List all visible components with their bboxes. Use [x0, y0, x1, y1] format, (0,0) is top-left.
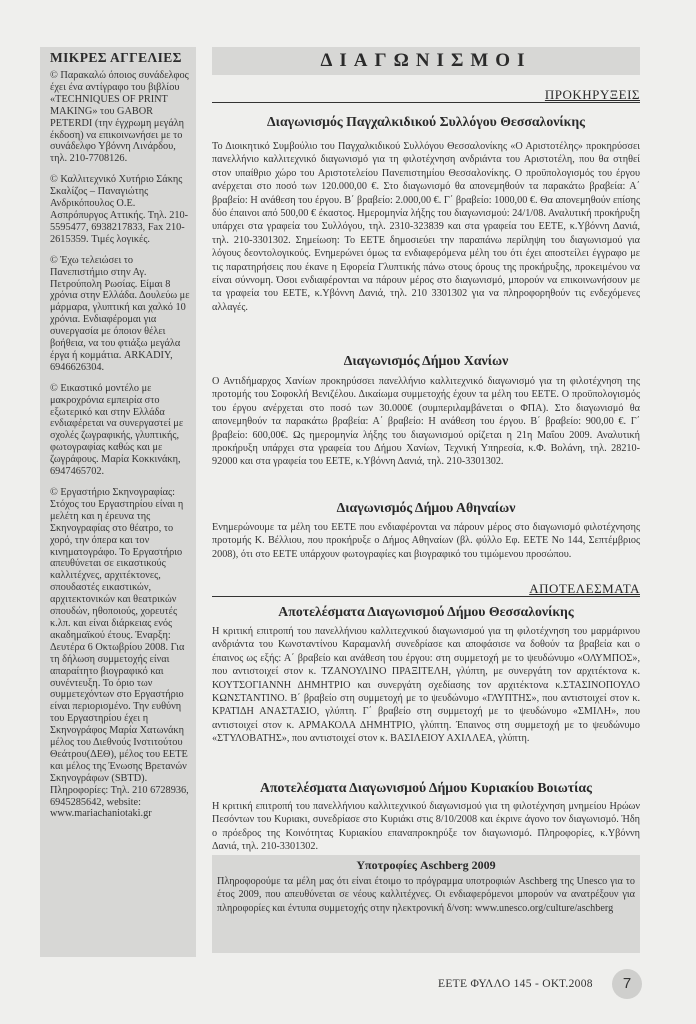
article-title-wrap: [212, 352, 640, 369]
article-body-wrap: [212, 375, 640, 469]
article-body-wrap: [212, 625, 640, 746]
footer: [438, 971, 648, 997]
article-body: Η κριτική επιτροπή του πανελλήνιου καλλιτεχνικού διαγωνισμού για τη φιλοτέχνηση μνημείου Ηρώων Πεσόντων του Κυριακι, συνεδρίασε στο Κυριάκι στις 8/10/2008 και έκρινε άγονο τον διαγωνισμό. Ήδη ο πρόεδρος της Κοινότητας Κυριακίου επαναπροκηρύξε τον διαγωνισμό. Πληροφορίες, κ.Υβόννη Δανιά, τηλ. 210-3301302.: [212, 801, 640, 853]
article-body-wrap: [212, 140, 640, 314]
article-title: Αποτελέσματα Διαγωνισμού Δήμου Θεσσαλονίκης: [278, 604, 574, 619]
competitions-column: [212, 47, 640, 914]
classifieds-sidebar: [40, 47, 196, 957]
article-body: Ο Αντιδήμαρχος Χανίων προκηρύσσει πανελλήνιο καλλιτεχνικό διαγωνισμό για τη φιλοτέχνηση της προτομής του Σοφοκλή Βενιζέλου. Δικαίωμα συμμετοχής έχουν τα μέλη του ΕΕΤΕ. Ο προϋπολογισμός του έργου ανέρχεται στο ποσό των 30.000€ (συμπεριλαμβάνεται ο ΦΠΑ). Στο διαγωνισμό θα απονεμηθούν τα παρακάτω βραβεία: Α΄ βραβείο: Η ανάθεση του έργου. Β΄ βραβείο: 900,00 €. Γ΄ βραβείο: 600,00€. Ως ημερομηνία λήξης του διαγωνισμού ορίζεται η 21η Μαΐου 2009. Αναλυτική προκήρυξη υπάρχει στα γραφεία του Δήμου Χανίων, Τεχνική Υπηρεσία, κ.Φ. Βολάνη, τηλ. 28210-92000 και στα γραφεία του ΕΕΤΕ, κ.Υβόννη Δανιά, τηλ. 210-3301302.: [212, 376, 640, 468]
announcements-heading-label: ΠΡΟΚΗΡΥΞΕΙΣ: [212, 87, 640, 103]
announcements-heading: [212, 87, 640, 103]
page-number: 7: [612, 969, 642, 999]
article-title-wrap: [212, 603, 640, 620]
results-heading-label: ΑΠΟΤΕΛΕΣΜΑΤΑ: [212, 581, 640, 597]
classified-ad: © Έχω τελειώσει το Πανεπιστήμιο στην Αγ. Πετρούπολη Ρωσίας. Είμαι 8 χρόνια στην Ελλάδα. Δουλεύω με μάρμαρα, γλυπτική και χαλκό 10 χρόνια. Ενδιαφέρομαι για συνεργασία με όποιον θέλει βοήθεια, να του φτιάξω μεγάλα έργα ή κομμάτια. ARKADIY, 6946626304.: [50, 254, 190, 373]
classifieds-heading: ΜΙΚΡΕΣ ΑΓΓΕΛΙΕΣ: [50, 50, 182, 65]
article-body-wrap: [212, 521, 640, 561]
aschberg-title: Υποτροφίες Aschberg 2009: [356, 858, 496, 872]
results-heading: [212, 581, 640, 597]
article-title-wrap: [212, 113, 640, 130]
aschberg-box: [212, 855, 640, 953]
article-title: Διαγωνισμός Δήμου Αθηναίων: [336, 500, 516, 515]
article-body: Η κριτική επιτροπή του πανελλήνιου καλλιτεχνικού διαγωνισμού για τη φιλοτέχνηση του μαρμάρινου ανδριάντα του Κωνσταντίνου Καραμανλή συνεδρίασε και αποφάσισε να δοθούν τα βραβεία και ο έπαινος ως εξής: Α΄ βραβείο και ανάθεση του έργου: στη συμμετοχή με το ψευδώνυμο «ΟΛΥΜΠΟΣ», που αντιστοιχεί στον κ. ΤΖΑΝΟΥΛΙΝΟ ΠΡΑΞΙΤΕΛΗ, γλύπτη, με συνεργάτη τον αρχιτέκτονα κ. ΚΟΥΤΣΟΓΙΑΝΝΗ ΔΗΜΗΤΡΙΟ και συνεργάτη σχεδίασης τον αρχιτέκτονα κ.ΣΤΑΣΙΝΟΠΟΥΛΟ ΚΩΝΣΤΑΝΤΙΝΟ. Β΄ βραβείο στη συμμετοχή με το ψευδώνυμο «ΓΛΥΠΤΗΣ», που αντιστοιχεί στον κ. ΚΡΑΤΙΔΗ ΑΝΑΣΤΑΣΙΟ, γλύπτη. Γ΄ βραβείο στη συμμετοχή με το ψευδώνυμο «ΣΜΙΛΗ», που αντιστοιχεί στον κ. ΑΡΜΑΚΟΛΑ ΔΗΜΗΤΡΙΟ, γλύπτη. Έπαινος στη συμμετοχή με το ψευδώνυμο «ΣΤΥΛΟΒΑΤΗΣ», που αντιστοιχεί στον κ. ΒΑΣΙΛΕΙΟΥ ΑΧΙΛΛΕΑ, γλύπτη.: [212, 626, 640, 745]
classified-ad: © Εικαστικό μοντέλο με μακροχρόνια εμπειρία στο εξωτερικό και στην Ελλάδα ενδιαφέρεται να συνεργαστεί με σχολές ζωγραφικής, γλυπτικής, φωτογραφίας καθώς και με ζωγράφους. Μαρία Κοκκινάκη, 6947465702.: [50, 382, 184, 478]
article-title: Διαγωνισμός Παγχαλκιδικού Συλλόγου Θεσσαλονίκης: [267, 114, 585, 129]
article-title-wrap: [212, 779, 640, 796]
classified-ad: © Καλλιτεχνικό Χυτήριο Σάκης Σκαλίζος – Παναγιώτης Ανδρικόπουλος Ο.Ε. Ασπρόπυργος Αττικής. Τηλ. 210-5595477, 6938217833, Fax 210-2615359. Τιμές λογικές.: [50, 174, 189, 245]
article-body-wrap: [212, 800, 640, 854]
article-title: Αποτελέσματα Διαγωνισμού Δήμου Κυριακίου Βοιωτίας: [260, 780, 592, 795]
classified-ad: © Εργαστήριο Σκηνογραφίας: Στόχος του Εργαστηρίου είναι η μελέτη και η έρευνα της Σκηνογραφίας στο θέατρο, το χορό, την όπερα και τον κινηματογράφο. Το Εργαστήριο απευθύνεται σε εικαστικούς καλλιτέχνες, αρχιτέκτονες, σπουδαστές εικαστικών, αρχιτεκτονικών και θεατρικών σπουδών, ηθοποιούς, χορευτές κ.λπ. και είναι διάρκειας ενός ακαδημαϊκού έτους. Έναρξη: Δευτέρα 6 Οκτωβρίου 2008. Για τη δήλωση συμμετοχής είναι απαραίτητο βιογραφικό και συνέντευξη. Το όριο των συμμετεχόντων στο Εργαστήριο είναι περιορισμένο. Την ευθύνη του Εργαστηρίου έχει η Σκηνογράφος Μαρία Χατωνάκη μέλος του Διεθνούς Ινστιτούτου Θεάτρου(ΔΕΘ), μέλος του ΕΕΤΕ και μέλος της Ένωσης Βρετανών Σκηνογράφων (SBTD). Πληροφορίες: Τηλ. 210 6728936, 6945285642, website: www.mariachaniotaki.gr: [50, 487, 189, 820]
article-title: Διαγωνισμός Δήμου Χανίων: [343, 353, 509, 368]
classified-ad: © Παρακαλώ όποιος συνάδελφος έχει ένα αντίγραφο του βιβλίου «TECHNIQUES OF PRINT MAKING» του GABOR PETERDI (την έγχρωμη μεγάλη έκδοση) να επικοινωνήσει με το συνάδελφο Υβόννη Λινάρδου, τηλ. 210-7708126.: [50, 70, 189, 165]
article-body: Το Διοικητικό Συμβούλιο του Παγχαλκιδικού Συλλόγου Θεσσαλονίκης «Ο Αριστοτέλης» προκηρύσσει πανελλήνιο καλλιτεχνικό διαγωνισμό για τη φιλοτέχνηση ανδριάντα του Αριστοτέλη, που θα στηθεί στον υπαίθριο χώρο του Αριστοτελείου Πανεπιστημίου Θεσσαλονίκης. Ο προϋπολογισμός του έργου ανέρχεται στο ποσό των 120.000,00 €. Στο διαγωνισμό θα απονεμηθούν τα παρακάτω βραβεία: Α΄ βραβείο: Η ανάθεση του έργου. Β΄ βραβείο: 2.000,00 €. Γ΄ βραβείο: 1000,00 €. Θα απονεμηθούν επίσης δύο έπαινοι από 500,00 € έκαστος. Ημερομηνία λήξης του διαγωνισμού: 24/1/08. Αναλυτική προκήρυξη υπάρχει στα γραφεία του Συλλόγου, τηλ. 2310-323839 και στα γραφεία του ΕΕΤΕ, κ.Υβόννη Δανιά, τηλ. 210-3301302. Σημείωση: Το ΕΕΤΕ δημοσιεύει την παραπάνω περίληψη του διαγωνισμού για λόγους δεοντολογικούς. Ενημερώνει όμως τα ενδιαφερόμενα μέλη του ότι έχει αποστείλει έγγραφο με τις παρατηρήσεις που έκανε η Εφορεία Γλυπτικής πάνω στους όρους της προκήρυξης, προκειμένου να είναι σύννομη. Όσοι ενδιαφέρονται να πάρουν μέρος στο διαγωνισμό, μπορούν να επικοινωνήσουν με τα γραφεία του ΕΕΤΕ, κ.Υβόννη Δανιά, τηλ. 210 3301302 για να πληροφορηθούν τις ενδεχόμενες αλλαγές.: [212, 141, 640, 313]
article-body: Ενημερώνουμε τα μέλη του ΕΕΤΕ που ενδιαφέρονται να πάρουν μέρος στο διαγωνισμό φιλοτέχνησης προτομής Κ. Βέλλιου, που προκήρυξε ο Δήμος Αθηναίων (βλ. φύλλο Εφ. ΕΕΤΕ Νο 144, Σεπτέμβριος 2008), ότι στο ΕΕΤΕ υπάρχουν φωτογραφίες και βιογραφικό του τιμώμενου προσώπου.: [212, 522, 640, 560]
article-title-wrap: [212, 499, 640, 516]
page-title: ΔΙΑΓΩΝΙΣΜΟΙ: [212, 47, 640, 75]
footer-issue: ΕΕΤΕ ΦΥΛΛΟ 145 - ΟΚΤ.2008: [438, 978, 593, 990]
aschberg-text: Πληροφορούμε τα μέλη μας ότι είναι έτοιμο το πρόγραμμα υποτροφιών Aschberg της Unesco για το έτος 2009, που απευθύνεται σε νέους καλλιτέχνες. Οι ενδιαφερόμενοι μπορούν να ανατρέξουν για πληροφορίες και έντυπα συμμετοχής στην ηλεκτρονική δ/νση: www.unesco.org/culture/aschberg: [217, 876, 635, 914]
